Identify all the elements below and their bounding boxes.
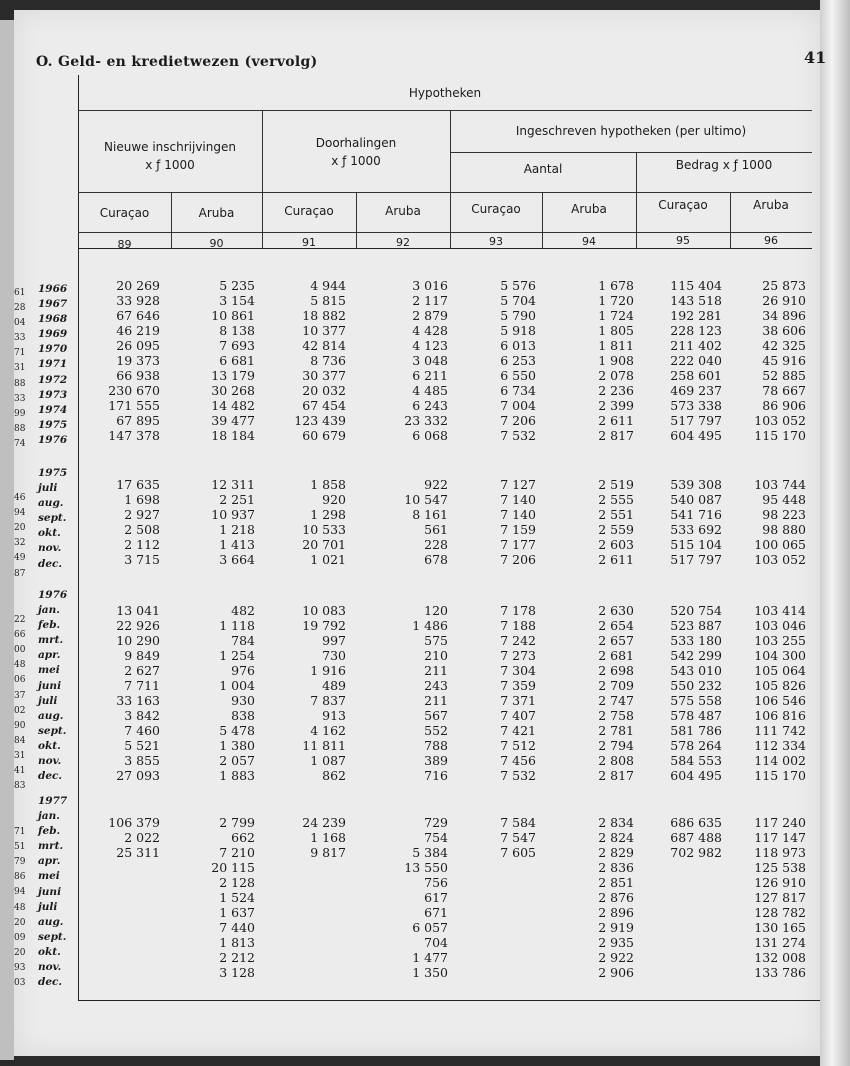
col-number: 91 [302, 236, 316, 249]
data-column: 7 178 7 188 7 242 7 273 7 304 7 359 7 371 7 407 7 421 7 512 7 456 7 532 [500, 603, 536, 783]
data-column: 729 754 5 384 13 550 756 617 671 6 057 704 1 477 1 350 [404, 815, 448, 980]
rule [78, 232, 812, 233]
data-column: 106 379 2 022 25 311 [108, 815, 160, 860]
data-column: 3 016 2 117 2 879 4 428 4 123 3 048 6 211 4 485 6 243 23 332 6 068 [404, 278, 448, 443]
col-number: 92 [396, 236, 410, 249]
data-column: 4 944 5 815 18 882 10 377 42 814 8 736 30 377 20 032 67 454 123 439 60 679 [294, 278, 346, 443]
subgroup-nieuwe: Nieuwe inschrijvingen x ƒ 1000 [104, 140, 236, 172]
adjacent-page-strip [0, 20, 14, 1060]
data-column: 7 127 7 140 7 140 7 159 7 177 7 206 [500, 477, 536, 567]
col-number: 93 [489, 235, 503, 248]
col-header-aruba: Aruba [385, 204, 421, 218]
page-number: 41 [804, 48, 827, 67]
document-page [14, 10, 827, 1056]
data-column: 7 584 7 547 7 605 [500, 815, 536, 860]
col-header-curacao: Curaçao [658, 198, 708, 212]
data-column: 25 873 26 910 34 896 38 606 42 325 45 916 52 885 78 667 86 906 103 052 115 170 [754, 278, 806, 443]
data-column: 2 834 2 824 2 829 2 836 2 851 2 876 2 896 2 919 2 935 2 922 2 906 [598, 815, 634, 980]
data-column: 17 635 1 698 2 927 2 508 2 112 3 715 [116, 477, 160, 567]
col-header-aruba: Aruba [753, 198, 789, 212]
data-column: 686 635 687 488 702 982 [670, 815, 722, 860]
data-column: 13 041 22 926 10 290 9 849 2 627 7 711 33 163 3 842 7 460 5 521 3 855 27 093 [116, 603, 160, 783]
col-header-aruba: Aruba [571, 202, 607, 216]
row-labels-1977: 1977 jan. feb. mrt. apr. mei juni juli aug. sept. okt. nov. dec. [38, 795, 68, 989]
data-column: 117 240 117 147 118 973 125 538 126 910 127 817 128 782 130 165 131 274 132 008 133 786 [754, 815, 806, 980]
data-column: 115 404 143 518 192 281 228 123 211 402 222 040 258 601 469 237 573 338 517 797 604 495 [670, 278, 722, 443]
col-number: 90 [209, 237, 224, 250]
data-column: 12 311 2 251 10 937 1 218 1 413 3 664 [211, 477, 255, 567]
col-number: 96 [764, 234, 778, 247]
data-column: 1 858 920 1 298 10 533 20 701 1 021 [302, 477, 346, 567]
col-header-curacao: Curaçao [99, 206, 150, 220]
subgroup-ingeschreven: Ingeschreven hypotheken (per ultimo) [515, 124, 747, 138]
margin-fragment: 71 51 79 86 94 48 20 09 20 93 03 [14, 827, 26, 989]
row-labels-1975: 1975 juli aug. sept. okt. nov. dec. [38, 467, 68, 570]
page-title: O. Geld- en kredietwezen (vervolg) [36, 54, 318, 70]
data-column: 2 799 662 7 210 20 115 2 128 1 524 1 637 7 440 1 813 2 212 3 128 [211, 815, 255, 980]
data-column: 539 308 540 087 541 716 533 692 515 104 517 797 [670, 477, 722, 567]
page-edge [820, 0, 850, 1066]
data-column: 2 519 2 555 2 551 2 559 2 603 2 611 [598, 477, 634, 567]
col-number: 95 [676, 234, 690, 247]
data-column: 120 1 486 575 210 211 243 211 567 552 788 389 716 [412, 603, 448, 783]
data-column: 103 744 95 448 98 223 98 880 100 065 103 052 [754, 477, 806, 567]
data-column: 922 10 547 8 161 561 228 678 [404, 477, 448, 567]
col-header-curacao: Curaçao [284, 204, 334, 218]
margin-fragment: 46 94 20 32 49 87 [14, 493, 26, 579]
col-header-curacao: Curaçao [471, 202, 521, 216]
data-column: 482 1 118 784 1 254 976 1 004 930 838 5 478 1 380 2 057 1 883 [219, 603, 255, 783]
data-column: 2 630 2 654 2 657 2 681 2 698 2 709 2 747 2 758 2 781 2 794 2 808 2 817 [598, 603, 634, 783]
row-labels-1976: 1976 jan. feb. mrt. apr. mei juni juli aug. sept. okt. nov. dec. [38, 589, 68, 783]
margin-fragment: 61 28 04 33 71 31 88 33 99 88 74 [14, 288, 26, 449]
subgroup-bedrag: Bedrag x ƒ 1000 [675, 158, 773, 172]
col-number: 94 [582, 235, 596, 248]
row-labels-years: 1966 1967 1968 1969 1970 1971 1972 1973 1974 1975 1976 [38, 283, 68, 446]
data-column: 520 754 523 887 533 180 542 299 543 010 550 232 575 558 578 487 581 786 578 264 584 553 604 495 [670, 603, 722, 783]
rule [262, 110, 263, 248]
data-column: 24 239 1 168 9 817 [302, 815, 346, 860]
rule [78, 192, 812, 193]
col-number: 89 [117, 238, 132, 251]
data-column: 5 235 3 154 10 861 8 138 7 693 6 681 13 179 30 268 14 482 39 477 18 184 [211, 278, 255, 443]
data-column: 103 414 103 046 103 255 104 300 105 064 105 826 106 546 106 816 111 742 112 334 114 002 115 170 [754, 603, 806, 783]
subgroup-aantal: Aantal [523, 162, 563, 176]
group-title: Hypotheken [408, 86, 482, 100]
data-column: 20 269 33 928 67 646 46 219 26 095 19 373 66 938 230 670 171 555 67 895 147 378 [108, 278, 160, 443]
table-bottom-rule [78, 1000, 820, 1001]
margin-fragment: 22 66 00 48 06 37 02 90 84 31 41 83 [14, 615, 26, 792]
rule [78, 110, 812, 111]
rule [450, 152, 812, 153]
data-column: 5 576 5 704 5 790 5 918 6 013 6 253 6 550 6 734 7 004 7 206 7 532 [500, 278, 536, 443]
data-column: 10 083 19 792 997 730 1 916 489 7 837 913 4 162 11 811 1 087 862 [302, 603, 346, 783]
data-column: 1 678 1 720 1 724 1 805 1 811 1 908 2 078 2 236 2 399 2 611 2 817 [598, 278, 634, 443]
col-header-aruba: Aruba [198, 206, 235, 220]
subgroup-doorhalingen: Doorhalingen x ƒ 1000 [315, 136, 397, 168]
